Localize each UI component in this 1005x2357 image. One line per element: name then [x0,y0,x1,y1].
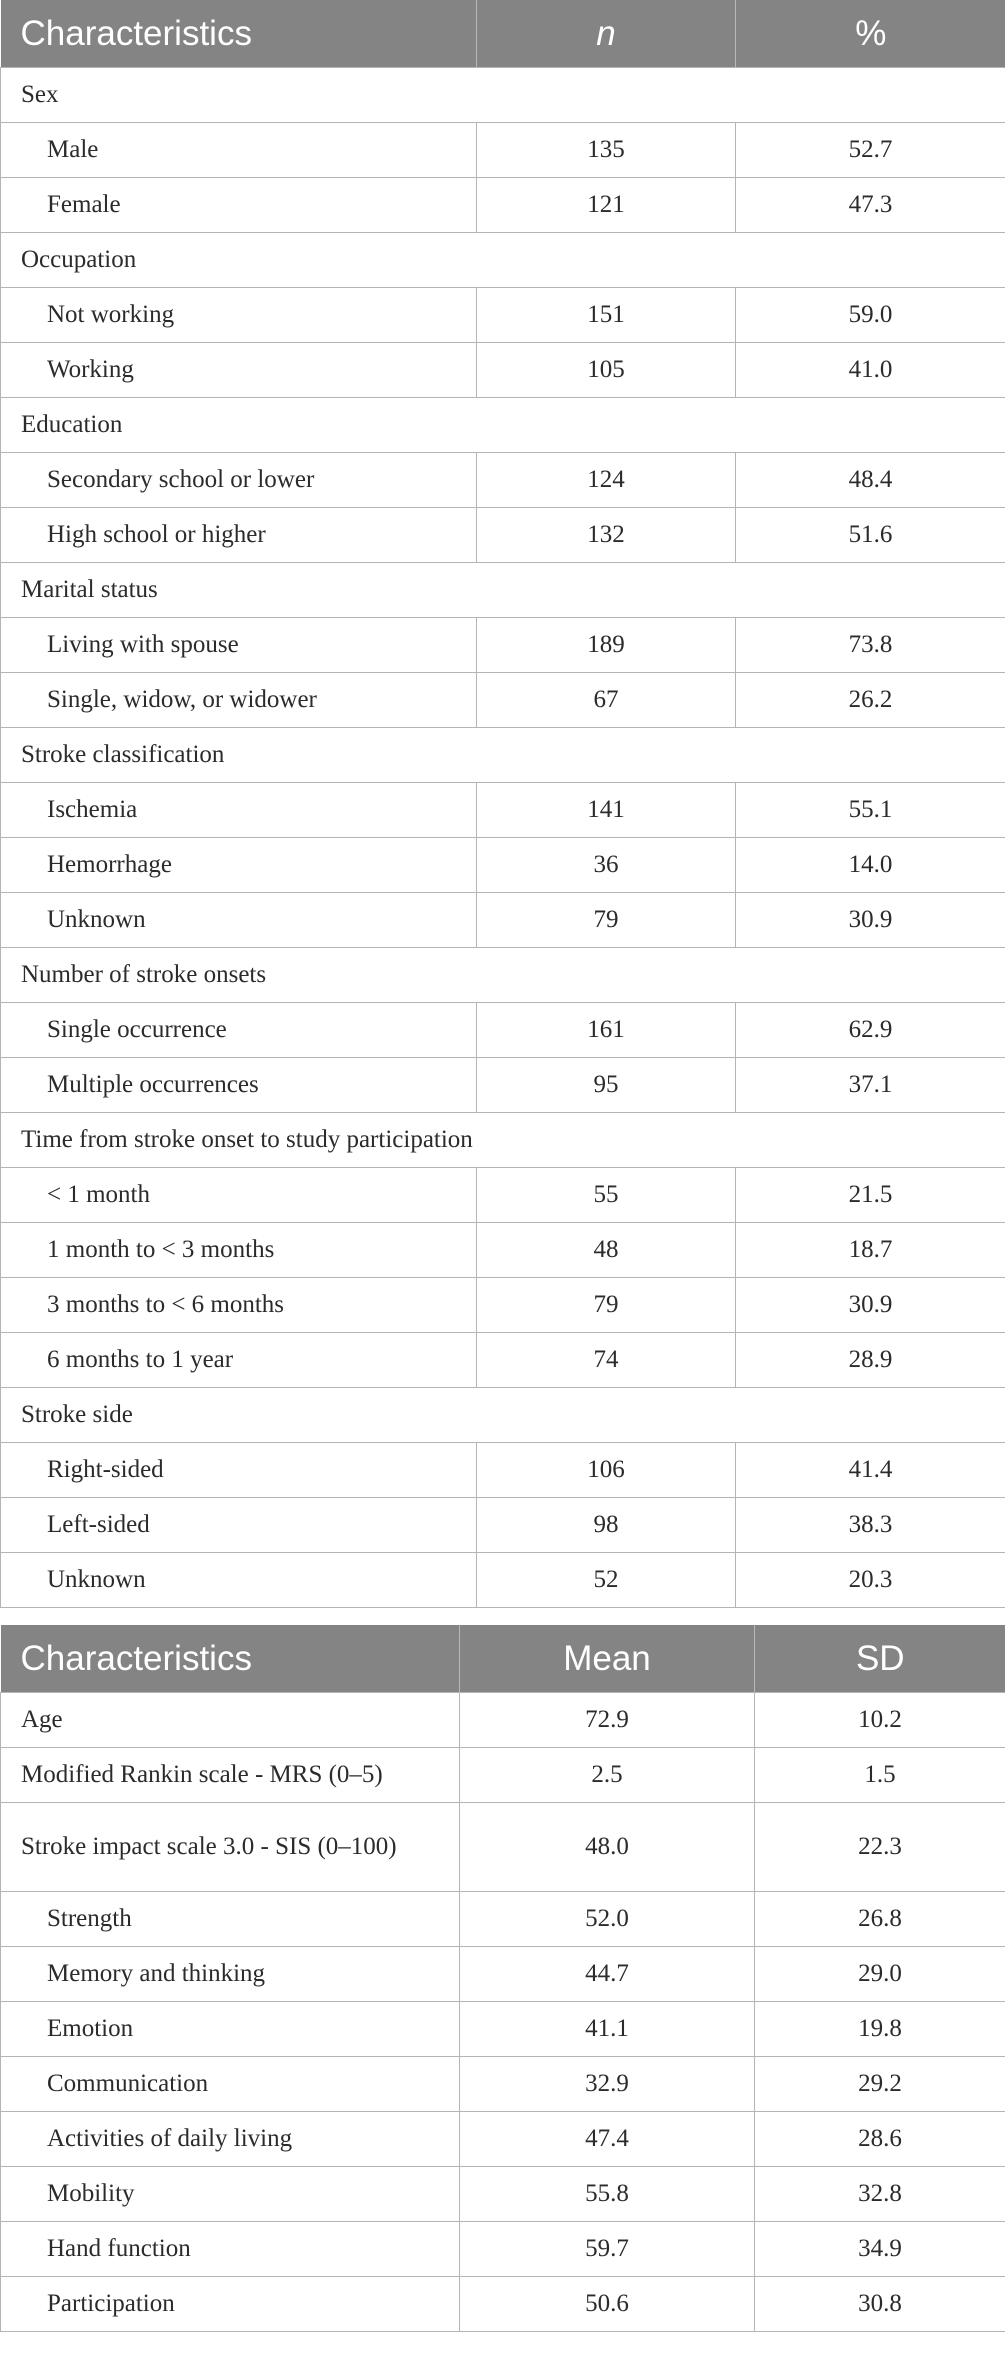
percent-cell: 28.9 [736,1333,1005,1388]
mean-cell: 47.4 [460,2112,755,2167]
table-row [1,893,1005,948]
count-cell: 141 [477,783,736,838]
header-n: n [477,0,736,68]
table-row [1,178,1005,233]
row-label: Unknown [1,893,477,948]
table-row [1,2112,1005,2167]
count-cell: 189 [477,618,736,673]
table-row [1,1003,1005,1058]
percent-cell: 41.4 [736,1443,1005,1498]
row-label: Male [1,123,477,178]
count-cell: 105 [477,343,736,398]
table-row [1,2167,1005,2222]
table-row [1,1892,1005,1947]
table-row [1,2057,1005,2112]
row-label: Activities of daily living [1,2112,460,2167]
table-row [1,838,1005,893]
percent-cell: 21.5 [736,1168,1005,1223]
count-cell: 124 [477,453,736,508]
percent-cell: 18.7 [736,1223,1005,1278]
section-header-row [1,1388,1005,1443]
sd-cell: 34.9 [755,2222,1005,2277]
row-label: Single, widow, or widower [1,673,477,728]
percent-cell: 38.3 [736,1498,1005,1553]
table-row [1,1553,1005,1608]
row-label: Not working [1,288,477,343]
row-label: Hemorrhage [1,838,477,893]
section-title: Education [1,398,1005,453]
count-cell: 79 [477,1278,736,1333]
count-cell: 95 [477,1058,736,1113]
table-row [1,453,1005,508]
table-row [1,1058,1005,1113]
count-cell: 106 [477,1443,736,1498]
table-row [1,1803,1005,1892]
percent-cell: 20.3 [736,1553,1005,1608]
count-cell: 52 [477,1553,736,1608]
count-cell: 55 [477,1168,736,1223]
section-header-row [1,948,1005,1003]
mean-cell: 59.7 [460,2222,755,2277]
row-label: Memory and thinking [1,1947,460,2002]
row-label: Modified Rankin scale - MRS (0–5) [1,1748,460,1803]
section-title: Time from stroke onset to study participation [1,1113,1005,1168]
table-row [1,1693,1005,1748]
mean-cell: 2.5 [460,1748,755,1803]
count-cell: 36 [477,838,736,893]
section-header-row [1,233,1005,288]
table-row [1,618,1005,673]
count-cell: 48 [477,1223,736,1278]
table-row [1,783,1005,838]
table-row [1,288,1005,343]
sd-cell: 32.8 [755,2167,1005,2222]
percent-cell: 73.8 [736,618,1005,673]
mean-cell: 55.8 [460,2167,755,2222]
table-row [1,2277,1005,2332]
sd-cell: 29.0 [755,1947,1005,2002]
percent-cell: 55.1 [736,783,1005,838]
table-row [1,673,1005,728]
row-label: Hand function [1,2222,460,2277]
row-label: < 1 month [1,1168,477,1223]
row-label: Multiple occurrences [1,1058,477,1113]
count-cell: 67 [477,673,736,728]
table-row [1,343,1005,398]
sd-cell: 10.2 [755,1693,1005,1748]
sd-cell: 22.3 [755,1803,1005,1892]
row-label: Secondary school or lower [1,453,477,508]
percent-cell: 48.4 [736,453,1005,508]
mean-cell: 52.0 [460,1892,755,1947]
percent-cell: 41.0 [736,343,1005,398]
section-header-row [1,398,1005,453]
row-label: Single occurrence [1,1003,477,1058]
row-label: Ischemia [1,783,477,838]
row-label: Living with spouse [1,618,477,673]
table-row [1,1498,1005,1553]
row-label: 6 months to 1 year [1,1333,477,1388]
row-label: 1 month to < 3 months [1,1223,477,1278]
percent-cell: 30.9 [736,1278,1005,1333]
mean-cell: 32.9 [460,2057,755,2112]
row-label: Stroke impact scale 3.0 - SIS (0–100) [1,1803,460,1892]
percent-cell: 14.0 [736,838,1005,893]
count-cell: 135 [477,123,736,178]
row-label: Left-sided [1,1498,477,1553]
section-header-row [1,728,1005,783]
row-label: Mobility [1,2167,460,2222]
percent-cell: 26.2 [736,673,1005,728]
table-row [1,1748,1005,1803]
table-row [1,1443,1005,1498]
count-cell: 74 [477,1333,736,1388]
header-percent: % [736,0,1005,68]
sd-cell: 28.6 [755,2112,1005,2167]
mean-cell: 41.1 [460,2002,755,2057]
table-row [1,1223,1005,1278]
section-title: Occupation [1,233,1005,288]
count-cell: 132 [477,508,736,563]
sd-cell: 29.2 [755,2057,1005,2112]
row-label: Female [1,178,477,233]
section-header-row [1,1113,1005,1168]
row-label: Communication [1,2057,460,2112]
table-row [1,1947,1005,2002]
sd-cell: 1.5 [755,1748,1005,1803]
row-label: Unknown [1,1553,477,1608]
percent-cell: 37.1 [736,1058,1005,1113]
count-cell: 79 [477,893,736,948]
section-title: Stroke classification [1,728,1005,783]
row-label: High school or higher [1,508,477,563]
table-row [1,123,1005,178]
count-cell: 121 [477,178,736,233]
table-row [1,2002,1005,2057]
clinical-scores-table [0,1625,1005,2332]
section-title: Number of stroke onsets [1,948,1005,1003]
table-row [1,508,1005,563]
row-label: Strength [1,1892,460,1947]
mean-cell: 44.7 [460,1947,755,2002]
header-sd: SD [755,1625,1005,1693]
section-header-row [1,68,1005,123]
percent-cell: 52.7 [736,123,1005,178]
mean-cell: 72.9 [460,1693,755,1748]
sd-cell: 19.8 [755,2002,1005,2057]
percent-cell: 51.6 [736,508,1005,563]
section-title: Marital status [1,563,1005,618]
table-row [1,1168,1005,1223]
row-label: Emotion [1,2002,460,2057]
row-label: Age [1,1693,460,1748]
sd-cell: 30.8 [755,2277,1005,2332]
sd-cell: 26.8 [755,1892,1005,1947]
header-characteristics: Characteristics [1,0,477,68]
mean-cell: 48.0 [460,1803,755,1892]
section-title: Stroke side [1,1388,1005,1443]
section-header-row [1,563,1005,618]
table-row [1,2222,1005,2277]
header-mean: Mean [460,1625,755,1693]
count-cell: 151 [477,288,736,343]
percent-cell: 59.0 [736,288,1005,343]
mean-cell: 50.6 [460,2277,755,2332]
percent-cell: 30.9 [736,893,1005,948]
count-cell: 161 [477,1003,736,1058]
row-label: Working [1,343,477,398]
table-row [1,1278,1005,1333]
row-label: Participation [1,2277,460,2332]
table-row [1,1333,1005,1388]
percent-cell: 47.3 [736,178,1005,233]
row-label: 3 months to < 6 months [1,1278,477,1333]
table-header-row [1,1625,1005,1693]
percent-cell: 62.9 [736,1003,1005,1058]
section-title: Sex [1,68,1005,123]
row-label: Right-sided [1,1443,477,1498]
table-header-row [1,0,1005,68]
header-characteristics: Characteristics [1,1625,460,1693]
count-cell: 98 [477,1498,736,1553]
